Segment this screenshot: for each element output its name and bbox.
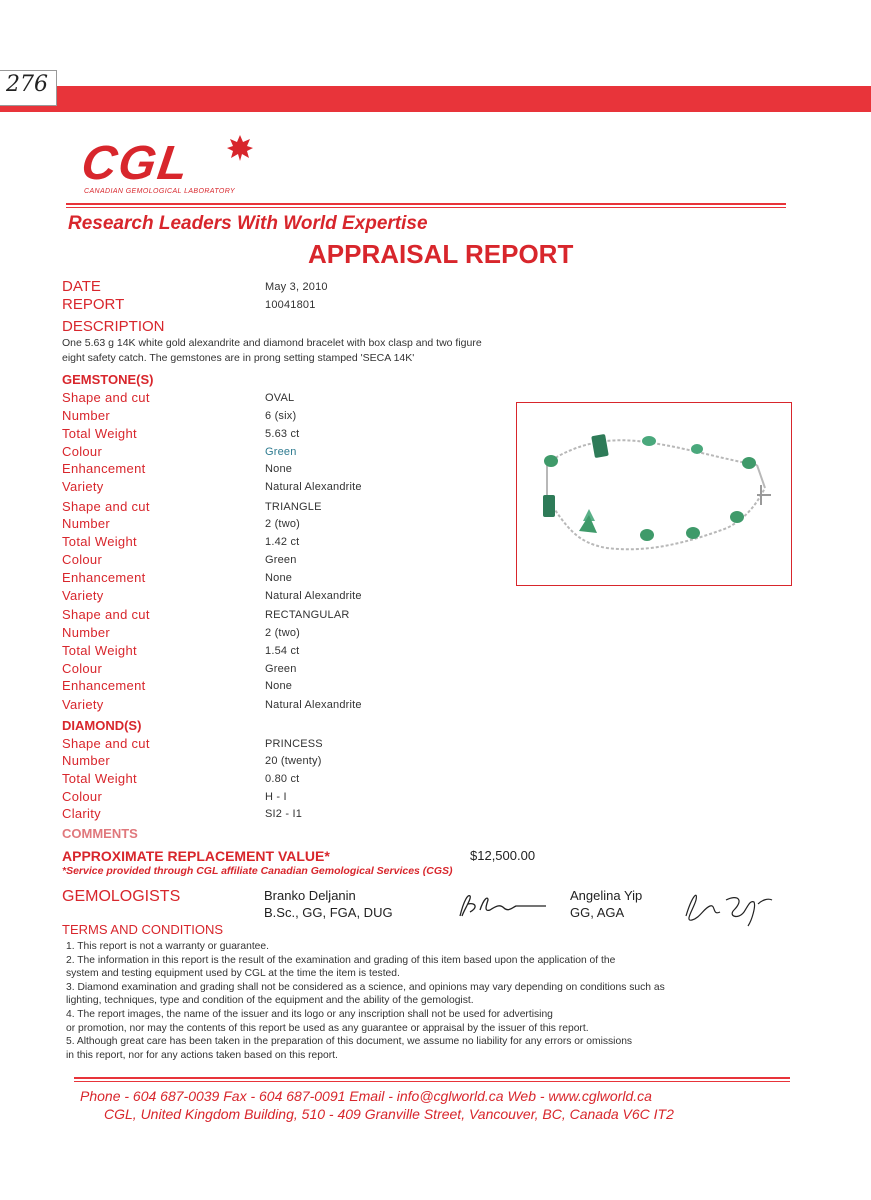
handwritten-number: 276	[6, 72, 48, 97]
terms-line: 3. Diamond examination and grading shall not be considered as a science, and opinions may vary depending on conditions such as	[66, 981, 665, 993]
gemstone-field-value: OVAL	[265, 392, 295, 404]
gemstone-field-label: Colour	[62, 444, 103, 459]
gemstone-field-value: Natural Alexandrite	[265, 699, 362, 711]
replacement-label: APPROXIMATE REPLACEMENT VALUE*	[62, 848, 330, 864]
gemstone-field-label: Enhancement	[62, 678, 146, 693]
gemstone-field-value: 1.54 ct	[265, 645, 300, 657]
gemstone-field-label: Shape and cut	[62, 607, 150, 622]
gemologist-1-name: Branko Deljanin	[264, 888, 356, 903]
diamond-field-value: H - I	[265, 791, 287, 803]
gemstone-field-value: 5.63 ct	[265, 428, 300, 440]
footer-contact: Phone - 604 687-0039 Fax - 604 687-0091 Email - info@cglworld.ca Web - www.cglworld.ca	[80, 1088, 652, 1104]
bracelet-image	[517, 403, 791, 585]
gemstone-field-value: Natural Alexandrite	[265, 590, 362, 602]
gemstone-field-value: None	[265, 572, 293, 584]
signature-1	[454, 890, 550, 922]
terms-line: in this report, nor for any actions taken based on this report.	[66, 1049, 338, 1061]
diamonds-header: DIAMOND(S)	[62, 718, 142, 733]
gemstone-field-value: None	[265, 680, 293, 692]
report-value: 10041801	[265, 299, 316, 311]
gemstone-field-label: Colour	[62, 552, 103, 567]
gemstone-field-label: Total Weight	[62, 643, 137, 658]
terms-line: lighting, techniques, type and condition of the equipment and the ability of the gemologist.	[66, 995, 474, 1007]
diamond-field-label: Number	[62, 753, 111, 768]
terms-line: system and testing equipment used by CGL at the time the item is tested.	[66, 968, 400, 980]
bracelet-photo	[516, 402, 792, 586]
gemstone-field-label: Total Weight	[62, 426, 137, 441]
signature-2	[676, 886, 776, 930]
gemstone-field-label: Shape and cut	[62, 499, 150, 514]
gemstone-field-label: Number	[62, 625, 111, 640]
cgl-logo	[78, 137, 262, 200]
diamond-field-label: Colour	[62, 789, 103, 804]
header-divider-bottom	[66, 207, 786, 208]
header-divider-top	[66, 203, 786, 205]
page-title: APPRAISAL REPORT	[308, 239, 574, 269]
diamond-field-label: Shape and cut	[62, 736, 150, 751]
gemstone-field-value: 2 (two)	[265, 627, 301, 639]
comments-label: COMMENTS	[62, 826, 138, 841]
gemstone-field-value: None	[265, 463, 293, 475]
gemstones-header: GEMSTONE(S)	[62, 372, 154, 387]
gemstone-field-label: Number	[62, 408, 111, 423]
gemstone-field-label: Total Weight	[62, 534, 137, 549]
gemstone-field-label: Variety	[62, 697, 104, 712]
gemstone-field-value: TRIANGLE	[265, 501, 322, 513]
gemstone-field-value: 2 (two)	[265, 518, 301, 530]
gemologists-label: GEMOLOGISTS	[62, 888, 181, 905]
date-label: DATE	[62, 278, 101, 295]
terms-line: 1. This report is not a warranty or guarantee.	[66, 941, 269, 952]
terms-line: or promotion, nor may the contents of this report be used as any guarantee or appraisal by the issuer of this report.	[66, 1022, 589, 1034]
gemologist-2-name: Angelina Yip	[570, 888, 643, 903]
gemstone-field-label: Enhancement	[62, 570, 146, 585]
diamond-field-label: Total Weight	[62, 771, 137, 786]
diamond-field-value: SI2 - I1	[265, 808, 303, 820]
logo-text: CGL	[78, 137, 194, 190]
terms-line: 5. Although great care has been taken in the preparation of this document, we assume no liability for any errors or omissions	[66, 1036, 633, 1048]
diamond-field-value: PRINCESS	[265, 738, 323, 750]
diamond-field-label: Clarity	[62, 806, 101, 821]
gemologist-1-credentials: B.Sc., GG, FGA, DUG	[264, 905, 393, 920]
description-line-2: eight safety catch. The gemstones are in prong setting stamped 'SECA 14K'	[62, 352, 415, 364]
gemstone-field-value: RECTANGULAR	[265, 609, 350, 621]
footer-divider-top	[74, 1077, 790, 1079]
footer-address: CGL, United Kingdom Building, 510 - 409 Granville Street, Vancouver, BC, Canada V6C IT2	[104, 1106, 674, 1122]
diamond-field-value: 0.80 ct	[265, 773, 300, 785]
gemstone-field-value: Green	[265, 663, 297, 675]
gemstone-field-label: Variety	[62, 588, 104, 603]
gemstone-field-value: Green	[265, 446, 297, 458]
footer-divider-bottom	[74, 1081, 790, 1082]
maple-leaf-icon	[226, 134, 254, 162]
tagline: Research Leaders With World Expertise	[68, 213, 428, 234]
gemstone-field-value: 1.42 ct	[265, 536, 300, 548]
diamond-field-value: 20 (twenty)	[265, 755, 322, 767]
gemstone-field-label: Colour	[62, 661, 103, 676]
description-line-1: One 5.63 g 14K white gold alexandrite and diamond bracelet with box clasp and two figure	[62, 337, 482, 349]
terms-line: 2. The information in this report is the result of the examination and grading of this item based upon the application of the	[66, 954, 616, 966]
terms-line: 4. The report images, the name of the issuer and its logo or any inscription shall not be used for advertising	[66, 1009, 553, 1020]
replacement-value: $12,500.00	[470, 848, 536, 863]
gemstone-field-value: 6 (six)	[265, 410, 297, 422]
description-label: DESCRIPTION	[62, 318, 165, 335]
gemstone-field-value: Natural Alexandrite	[265, 481, 362, 493]
date-value: May 3, 2010	[265, 281, 328, 293]
service-note: *Service provided through CGL affiliate Canadian Gemological Services (CGS)	[62, 865, 453, 877]
gemstone-field-label: Shape and cut	[62, 390, 150, 405]
terms-label: TERMS AND CONDITIONS	[62, 922, 224, 937]
logo-subtitle: CANADIAN GEMOLOGICAL LABORATORY	[84, 188, 236, 195]
gemologist-2-credentials: GG, AGA	[570, 905, 625, 920]
gemstone-field-label: Enhancement	[62, 461, 146, 476]
gemstone-field-value: Green	[265, 554, 297, 566]
gemstone-field-label: Variety	[62, 479, 104, 494]
gemstone-field-label: Number	[62, 516, 111, 531]
top-red-band	[0, 86, 871, 112]
report-label: REPORT	[62, 296, 125, 313]
